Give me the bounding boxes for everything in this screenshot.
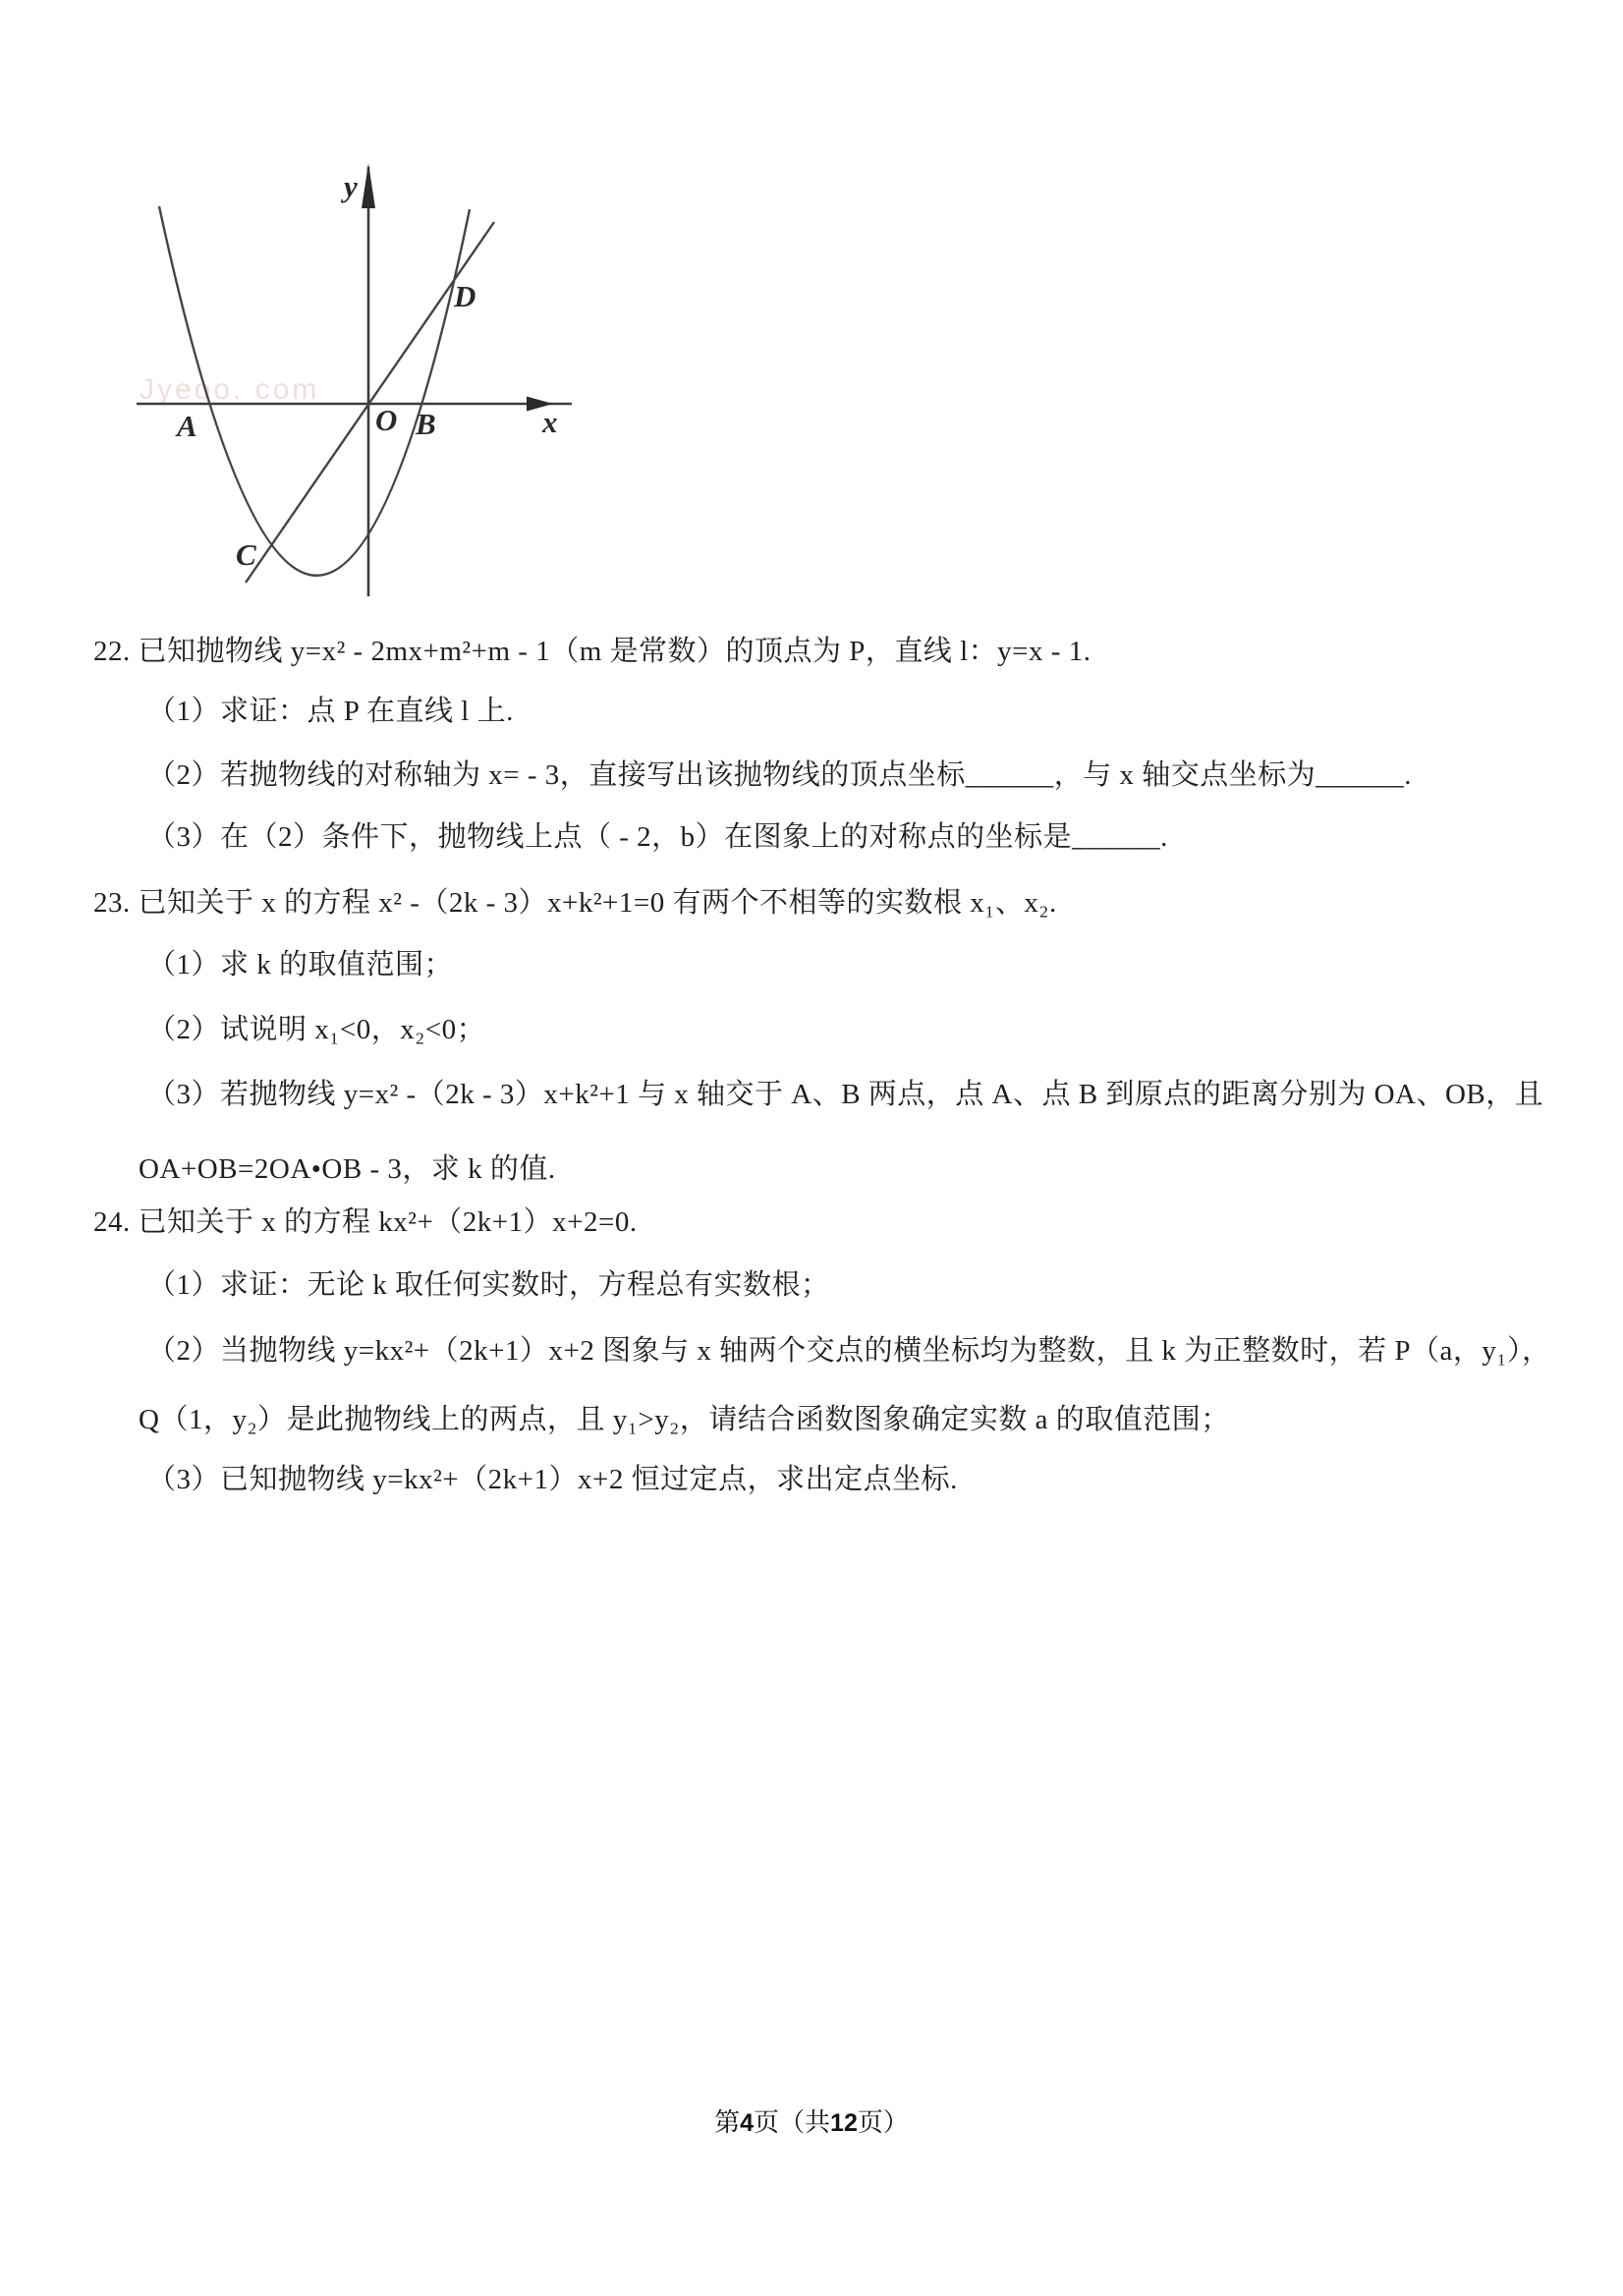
q24-part-1: （1）求证：无论 k 取任何实数时，方程总有实数根； — [147, 1269, 830, 1301]
q24-part-2-continuation: Q（1，y₂）是此抛物线上的两点，且 y₁>y₂，请结合函数图象确定实数 a 的取值范围； — [139, 1404, 1230, 1435]
figure-svg — [88, 108, 580, 619]
q23-part-2: （2）试说明 x₁<0，x₂<0； — [147, 1014, 486, 1045]
watermark: Jyeoo. com — [140, 373, 320, 406]
footer-total-pages: 12 — [830, 2109, 858, 2137]
point-a-label: A — [177, 409, 197, 443]
q22-part-1: （1）求证：点 P 在直线 l 上. — [147, 696, 514, 727]
origin-label: O — [375, 403, 398, 437]
footer-suffix: 页） — [857, 2108, 909, 2137]
q24-part-2: （2）当抛物线 y=kx²+（2k+1）x+2 图象与 x 轴两个交点的横坐标均为整数，且 k 为正整数时，若 P（a，y₁）， — [147, 1335, 1551, 1367]
q24-part-3: （3）已知抛物线 y=kx²+（2k+1）x+2 恒过定点，求出定点坐标. — [147, 1464, 958, 1495]
q23-stem: 23. 已知关于 x 的方程 x² -（2k - 3）x+k²+1=0 有两个不相等的实数根 x₁、x₂. — [93, 887, 1057, 919]
q24-stem: 24. 已知关于 x 的方程 kx²+（2k+1）x+2=0. — [93, 1206, 638, 1238]
point-d-label: D — [454, 279, 476, 313]
q22-stem: 22. 已知抛物线 y=x² - 2mx+m²+m - 1（m 是常数）的顶点为 P，直线 l：y=x - 1. — [93, 636, 1091, 667]
q22-part-2: （2）若抛物线的对称轴为 x= - 3，直接写出该抛物线的顶点坐标______，与 x 轴交点坐标为______. — [147, 759, 1413, 791]
figure-parabola-graph — [88, 108, 580, 619]
q23-part-1: （1）求 k 的取值范围； — [147, 949, 454, 980]
q23-part-3-continuation: OA+OB=2OA•OB - 3，求 k 的值. — [139, 1153, 556, 1185]
page-footer — [0, 2102, 1623, 2139]
y-axis-arrow-icon — [362, 163, 375, 208]
footer-page-number: 4 — [740, 2109, 755, 2137]
q22-part-3: （3）在（2）条件下，抛物线上点（ - 2，b）在图象上的对称点的坐标是______. — [147, 821, 1168, 853]
footer-prefix: 第 — [714, 2108, 741, 2137]
q23-part-3: （3）若抛物线 y=x² -（2k - 3）x+k²+1 与 x 轴交于 A、B 两点，点 A、点 B 到原点的距离分别为 OA、OB，且 — [147, 1079, 1544, 1110]
point-c-label: C — [236, 537, 256, 572]
y-axis-label: y — [344, 169, 358, 203]
x-axis-label: x — [542, 405, 558, 439]
point-b-label: B — [416, 407, 436, 441]
footer-middle: 页（共 — [754, 2108, 831, 2137]
